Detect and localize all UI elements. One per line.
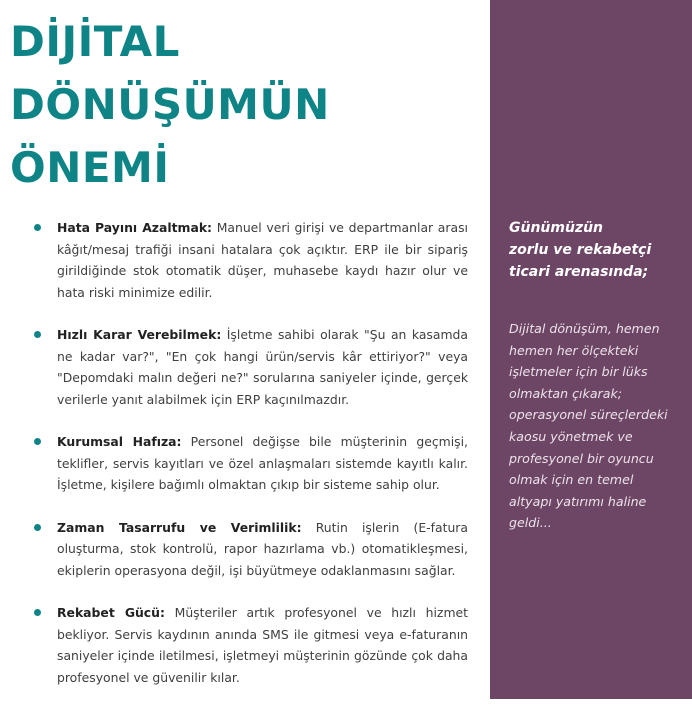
sidebar-body-line: profesyonel bir oyuncu <box>509 450 654 466</box>
title-line-1: DİJİTAL <box>10 17 180 66</box>
benefit-item-fast-decision <box>34 324 468 410</box>
bullet-icon <box>34 438 41 445</box>
benefit-text: Müşteriler artık profesyonel ve hızlı hizmet bekliyor. Servis kaydının anında SMS ile gitmesi veya e-faturanın saniyeler içinde iletilmesi, işletmeyi müşterinin gözünde çok daha profesyonel ve güvenilir kılar. <box>57 605 468 685</box>
sidebar-body-line: Dijital dönüşüm, hemen <box>509 321 660 336</box>
sidebar-heading-line: Günümüzün <box>509 220 604 236</box>
sidebar-heading-line: ticari arenasında; <box>509 264 649 280</box>
benefit-item-competitive-power <box>34 602 468 688</box>
bullet-icon <box>34 524 41 531</box>
benefit-item-error-reduction <box>34 217 468 303</box>
benefit-heading: Zaman Tasarrufu ve Verimlilik: <box>57 519 302 535</box>
benefit-text: İşletme sahibi olarak "Şu an kasamda ne kadar var?", "En çok hangi ürün/servis kâr ettiriyor?" veya "Depomdaki malın değeri ne?" sorularına saniyeler içinde, gerçek verilerle yanıt alabilmek için ERP kaçınılmazdır. <box>57 327 468 407</box>
benefit-text: Rutin işlerin (E-fatura oluşturma, stok kontrolü, rapor hazırlama vb.) otomatikleşmesi, ekiplerin operasyona değil, işi büyütmeye odaklanmasını sağlar. <box>57 519 468 578</box>
bullet-icon <box>34 224 41 231</box>
bullet-icon <box>34 609 41 616</box>
sidebar-body-line: olmak için en temel <box>509 472 634 488</box>
sidebar-body-line: operasyonel süreçlerdeki <box>509 407 668 423</box>
sidebar-body-line: geldi... <box>509 515 552 531</box>
benefit-text: Personel değişse bile müşterinin geçmişi, teklifler, servis kayıtları ve özel anlaşmaları sistemde kayıtlı kalır. İşletme, kişilere bağımlı olmaktan çıkıp bir sisteme sahip olur. <box>57 434 468 492</box>
benefit-heading: Rekabet Gücü: <box>57 605 165 620</box>
sidebar-heading <box>509 217 681 283</box>
sidebar-body <box>509 318 687 534</box>
sidebar-body-line: kaosu yönetmek ve <box>509 428 633 444</box>
benefit-item-time-saving <box>34 517 468 582</box>
title-line-3: ÖNEMİ <box>10 143 170 192</box>
page-title <box>10 10 330 199</box>
benefit-text: Manuel veri girişi ve departmanlar arası kâğıt/mesaj trafiği insani hatalara çok açıktır. ERP ile bir sipariş girildiğinde stok otomatik düşer, muhasebe kaydı hazır olur ve hata riski minimize edilir. <box>57 220 468 300</box>
benefit-heading: Hızlı Karar Verebilmek: <box>57 327 222 342</box>
sidebar-panel <box>490 0 692 699</box>
title-line-2: DÖNÜŞÜMÜN <box>10 80 330 129</box>
sidebar-body-line: altyapı yatırımı haline <box>509 493 647 509</box>
bullet-icon <box>34 331 41 338</box>
benefit-heading: Hata Payını Azaltmak: <box>57 220 213 235</box>
sidebar-body-line: hemen her ölçekteki <box>509 342 639 358</box>
benefit-item-corporate-memory <box>34 431 468 496</box>
sidebar-body-line: işletmeler için bir lüks <box>509 364 648 380</box>
sidebar-heading-line: zorlu ve rekabetçi <box>509 242 652 258</box>
sidebar-body-line: olmaktan çıkarak; <box>509 385 622 401</box>
benefit-list <box>34 217 468 709</box>
benefit-heading: Kurumsal Hafıza: <box>57 434 182 449</box>
